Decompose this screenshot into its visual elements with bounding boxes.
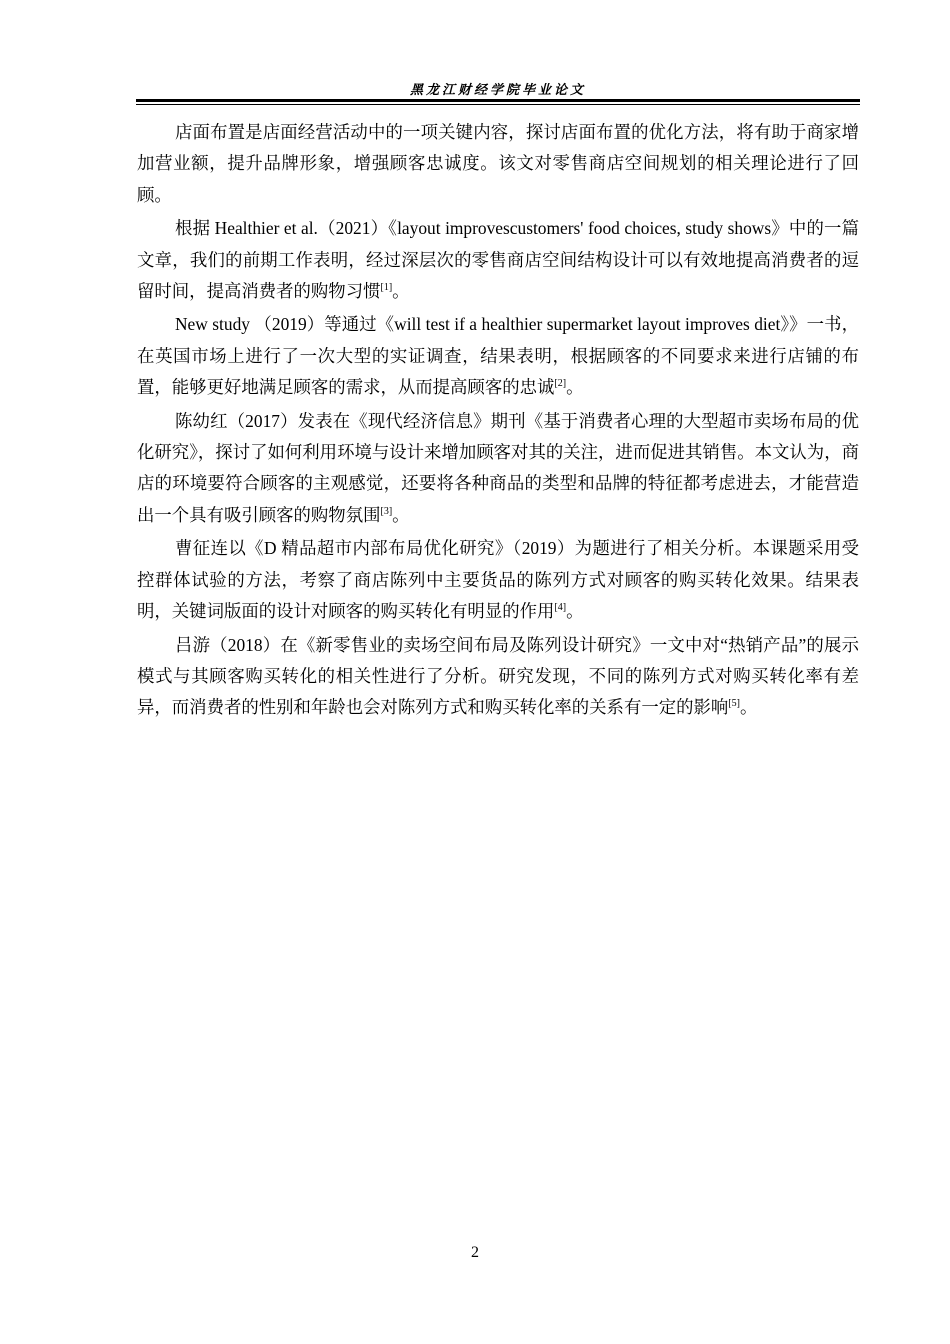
paragraph-text: 吕游（2018）在《新零售业的卖场空间布局及陈列设计研究》一文中对“热销产品”的展示模式与其顾客购买转化的相关性进行了分析。研究发现，不同的陈列方式对购买转化率有差异，而消费者的性别和年龄也会对陈列方式和购买转化率的关系有一定的影响 xyxy=(137,634,859,718)
paragraph-chen xyxy=(137,406,859,532)
paragraph-end: 。 xyxy=(566,601,584,622)
citation-ref[interactable]: [5] xyxy=(728,698,740,710)
running-header-title: 黑龙江财经学院毕业论文 xyxy=(409,83,586,98)
paragraph-text: New study （2019）等通过《will test if a healthier supermarket layout improves diet》》一书，在英国市场上进行了一次大型的实证调查，结果表明，根据顾客的不同要求来进行店铺的布置，能够更好地满足顾客的需求，从而提高顾客的忠诚 xyxy=(137,314,859,398)
paragraph-text: 陈幼红（2017）发表在《现代经济信息》期刊《基于消费者心理的大型超市卖场布局的优化研究》，探讨了如何利用环境与设计来增加顾客对其的关注，进而促进其销售。本文认为，商店的环境要符合顾客的主观感觉，还要将各种商品的类型和品牌的特征都考虑进去，才能营造出一个具有吸引顾客的购物氛围 xyxy=(137,410,859,525)
paragraph-text: 店面布置是店面经营活动中的一项关键内容，探讨店面布置的优化方法，将有助于商家增加营业额，提升品牌形象，增强顾客忠诚度。该文对零售商店空间规划的相关理论进行了回顾。 xyxy=(137,122,859,205)
citation-ref[interactable]: [4] xyxy=(554,602,567,614)
citation-ref[interactable]: [1] xyxy=(380,282,393,294)
header-rule-thick xyxy=(136,99,860,102)
paragraph-new-study xyxy=(137,309,859,403)
paragraph-healthier xyxy=(137,213,859,307)
page-number: 2 xyxy=(471,1244,479,1261)
paragraph-end: 。 xyxy=(566,377,584,398)
citation-ref[interactable]: [2] xyxy=(554,378,567,390)
paragraph-text: 根据 Healthier et al.（2021）《layout improvescustomers' food choices, study shows》中的一篇文章，我们的前期工作表明，经过深层次的零售商店空间结构设计可以有效地提高消费者的逗留时间，提高消费者的购物习惯 xyxy=(137,218,859,302)
paragraph-end: 。 xyxy=(392,504,410,525)
paragraph-end: 。 xyxy=(739,697,758,718)
body-text xyxy=(137,117,859,726)
paragraph-text: 曹征连以《D 精品超市内部布局优化研究》（2019）为题进行了相关分析。本课题采用受控群体试验的方法，考察了商店陈列中主要货品的陈列方式对顾客的购买转化效果。结果表明，关键词版面的设计对顾客的购买转化有明显的作用 xyxy=(137,538,859,622)
header-rule-thin xyxy=(136,104,860,105)
paragraph-cao xyxy=(137,533,859,627)
paragraph-intro xyxy=(137,117,859,211)
paragraph-end: 。 xyxy=(392,281,410,302)
paragraph-lv xyxy=(137,630,859,724)
citation-ref[interactable]: [3] xyxy=(380,506,393,518)
